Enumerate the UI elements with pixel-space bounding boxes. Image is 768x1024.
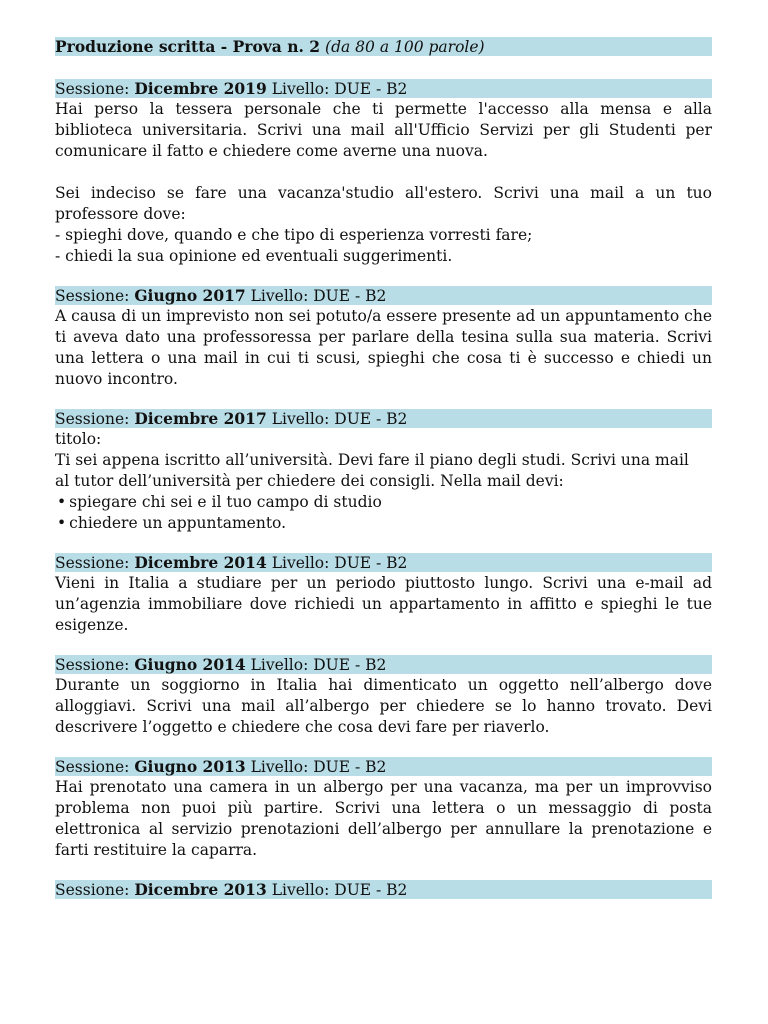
session-date: Giugno 2017	[134, 286, 246, 305]
session-label: Sessione:	[55, 80, 130, 98]
bullet-list	[55, 492, 712, 534]
section-header	[55, 409, 712, 428]
session-label: Sessione:	[55, 656, 130, 674]
level-label: Livello: DUE - B2	[271, 554, 408, 572]
section-header	[55, 655, 712, 674]
section-dicembre-2013	[55, 880, 712, 899]
section-dicembre-2014	[55, 553, 712, 636]
level-label: Livello: DUE - B2	[250, 287, 387, 305]
session-date: Dicembre 2014	[134, 553, 267, 572]
section-header	[55, 79, 712, 98]
prompt-text: Sei indeciso se fare una vacanza'studio all'estero. Scrivi una mail a un tuo professore dove:	[55, 184, 712, 223]
session-date: Giugno 2014	[134, 655, 246, 674]
prompt-line: - spieghi dove, quando e che tipo di esperienza vorresti fare;	[55, 226, 533, 244]
prompt-line: al tutor dell’università per chiedere dei consigli. Nella mail devi:	[55, 472, 564, 490]
level-label: Livello: DUE - B2	[250, 758, 387, 776]
section-header	[55, 757, 712, 776]
session-date: Dicembre 2017	[134, 409, 267, 428]
session-label: Sessione:	[55, 410, 130, 428]
session-label: Sessione:	[55, 758, 130, 776]
section-giugno-2014	[55, 655, 712, 738]
document-title: Produzione scritta - Prova n. 2	[55, 37, 321, 56]
section-dicembre-2017	[55, 409, 712, 534]
session-date: Dicembre 2019	[134, 79, 267, 98]
session-label: Sessione:	[55, 554, 130, 572]
section-dicembre-2019	[55, 79, 712, 267]
section-header	[55, 880, 712, 899]
prompt-text: Durante un soggiorno in Italia hai dimenticato un oggetto nell’albergo dove alloggiavi. Scrivi una mail all’albergo per chiedere se lo hanno trovato. Devi descrivere l’oggetto e chiedere che cosa devi fare per riaverlo.	[55, 676, 712, 736]
section-giugno-2017	[55, 286, 712, 390]
level-label: Livello: DUE - B2	[271, 881, 408, 899]
level-label: Livello: DUE - B2	[250, 656, 387, 674]
section-giugno-2013	[55, 757, 712, 861]
prompt-text: Vieni in Italia a studiare per un periodo piuttosto lungo. Scrivi una e-mail ad un’agenzia immobiliare dove richiedi un appartamento in affitto e spieghi le tue esigenze.	[55, 574, 712, 634]
prompt-text: Hai prenotato una camera in un albergo per una vacanza, ma per un improvviso problema non puoi più partire. Scrivi una lettera o un messaggio di posta elettronica al servizio prenotazioni dell’albergo per annullare la prenotazione e farti restituire la caparra.	[55, 778, 712, 859]
section-header	[55, 553, 712, 572]
level-label: Livello: DUE - B2	[271, 80, 408, 98]
document-subtitle: (da 80 a 100 parole)	[325, 38, 485, 56]
prompt-text: A causa di un imprevisto non sei potuto/a essere presente ad un appuntamento che ti aveva dato una professoressa per parlare della tesina sulla sua materia. Scrivi una lettera o una mail in cui ti scusi, spieghi che cosa ti è successo e chiedi un nuovo incontro.	[55, 307, 712, 388]
session-label: Sessione:	[55, 287, 130, 305]
prompt-line: - chiedi la sua opinione ed eventuali suggerimenti.	[55, 247, 453, 265]
session-date: Giugno 2013	[134, 757, 246, 776]
session-label: Sessione:	[55, 881, 130, 899]
list-item: • spiegare chi sei e il tuo campo di studio	[57, 492, 712, 513]
level-label: Livello: DUE - B2	[271, 410, 408, 428]
section-header	[55, 286, 712, 305]
session-date: Dicembre 2013	[134, 880, 267, 899]
prompt-line: titolo:	[55, 430, 102, 448]
prompt-line: Ti sei appena iscritto all’università. Devi fare il piano degli studi. Scrivi una mail	[55, 451, 689, 469]
prompt-text: Hai perso la tessera personale che ti permette l'accesso alla mensa e alla biblioteca universitaria. Scrivi una mail all'Ufficio Servizi per gli Studenti per comunicare il fatto e chiedere come averne una nuova.	[55, 100, 712, 160]
list-item: • chiedere un appuntamento.	[57, 513, 712, 534]
document-title-bar	[55, 37, 712, 56]
